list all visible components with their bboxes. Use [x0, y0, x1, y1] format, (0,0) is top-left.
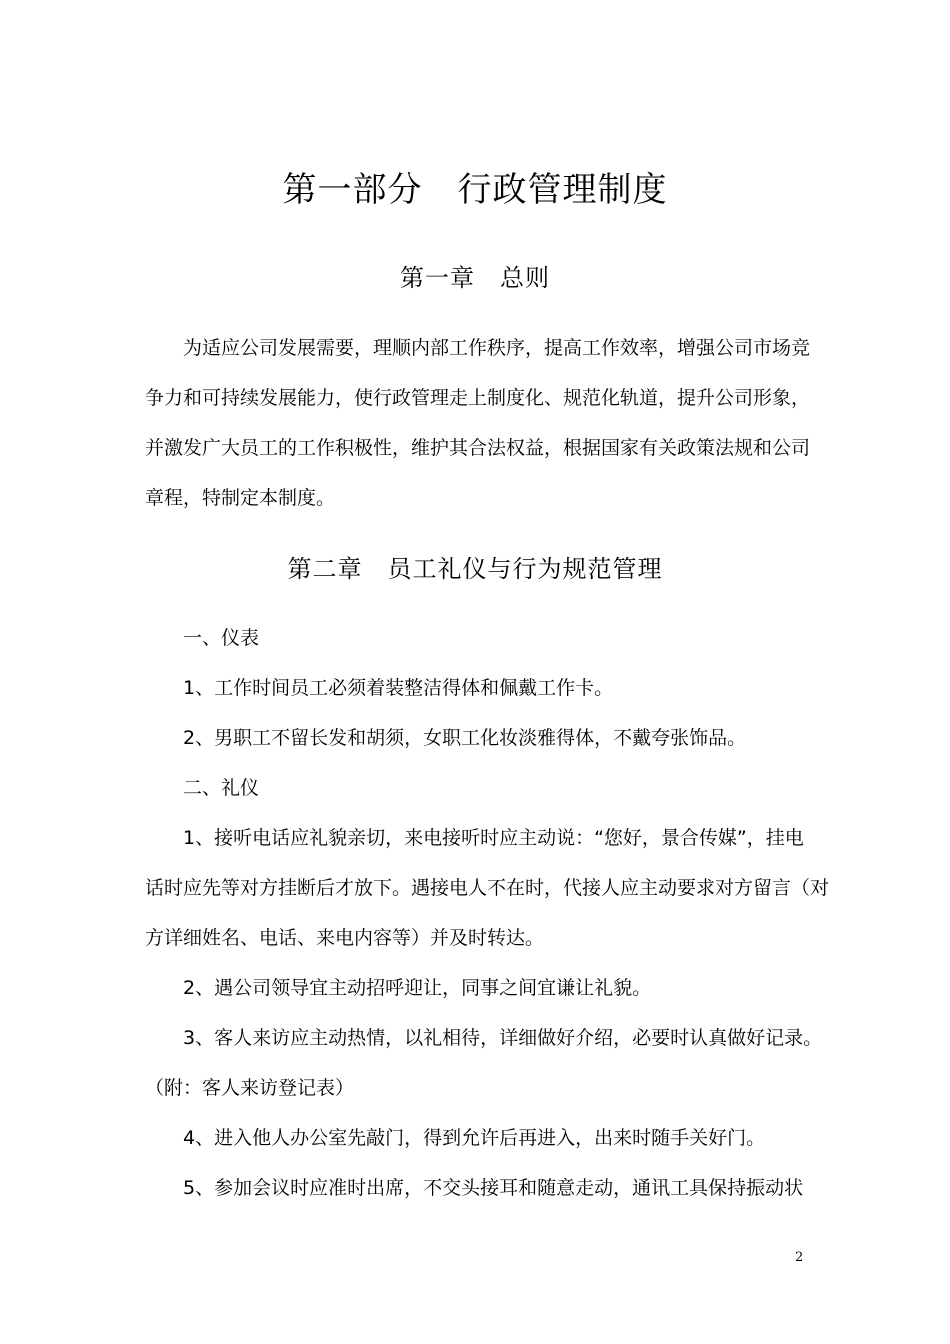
- chapter-1-paragraph-line-3: 并激发广大员工的工作积极性，维护其合法权益，根据国家有关政策法规和公司: [145, 437, 811, 459]
- part-title: 第一部分 行政管理制度: [282, 170, 668, 210]
- section-2-heading: 二、礼仪: [183, 777, 260, 799]
- chapter-1-title: 第一章 总则: [400, 264, 550, 292]
- section-2-item-1-line-2: 话时应先等对方挂断后才放下。遇接电人不在时，代接人应主动要求对方留言（对: [145, 877, 830, 899]
- section-2-item-1-line-3: 方详细姓名、电话、来电内容等）并及时转达。: [145, 927, 545, 949]
- chapter-2-title: 第二章 员工礼仪与行为规范管理: [287, 555, 663, 583]
- chapter-1-paragraph-line-2: 争力和可持续发展能力，使行政管理走上制度化、规范化轨道，提升公司形象，: [145, 387, 811, 409]
- page-number: 2: [795, 1250, 804, 1265]
- section-2-item-5-line-1: 5、参加会议时应准时出席，不交头接耳和随意走动，通讯工具保持振动状: [183, 1177, 804, 1199]
- chapter-1-paragraph-line-4: 章程，特制定本制度。: [145, 487, 336, 509]
- section-2-item-3-line-1: 3、客人来访应主动热情，以礼相待，详细做好介绍，必要时认真做好记录。: [183, 1027, 823, 1049]
- section-1-item-1: 1、工作时间员工必须着装整洁得体和佩戴工作卡。: [183, 677, 614, 699]
- section-1-heading: 一、仪表: [183, 627, 260, 649]
- section-2-item-4: 4、进入他人办公室先敲门，得到允许后再进入，出来时随手关好门。: [183, 1127, 766, 1149]
- section-1-item-2: 2、男职工不留长发和胡须，女职工化妆淡雅得体，不戴夸张饰品。: [183, 727, 747, 749]
- section-2-item-3-line-2: （附：客人来访登记表）: [145, 1077, 355, 1099]
- section-2-item-2: 2、遇公司领导宜主动招呼迎让，同事之间宜谦让礼貌。: [183, 977, 652, 999]
- chapter-1-paragraph-line-1: 为适应公司发展需要，理顺内部工作秩序，提高工作效率，增强公司市场竞: [183, 337, 811, 359]
- section-2-item-1-line-1: 1、接听电话应礼貌亲切，来电接听时应主动说：“您好，景合传媒”，挂电: [183, 827, 804, 849]
